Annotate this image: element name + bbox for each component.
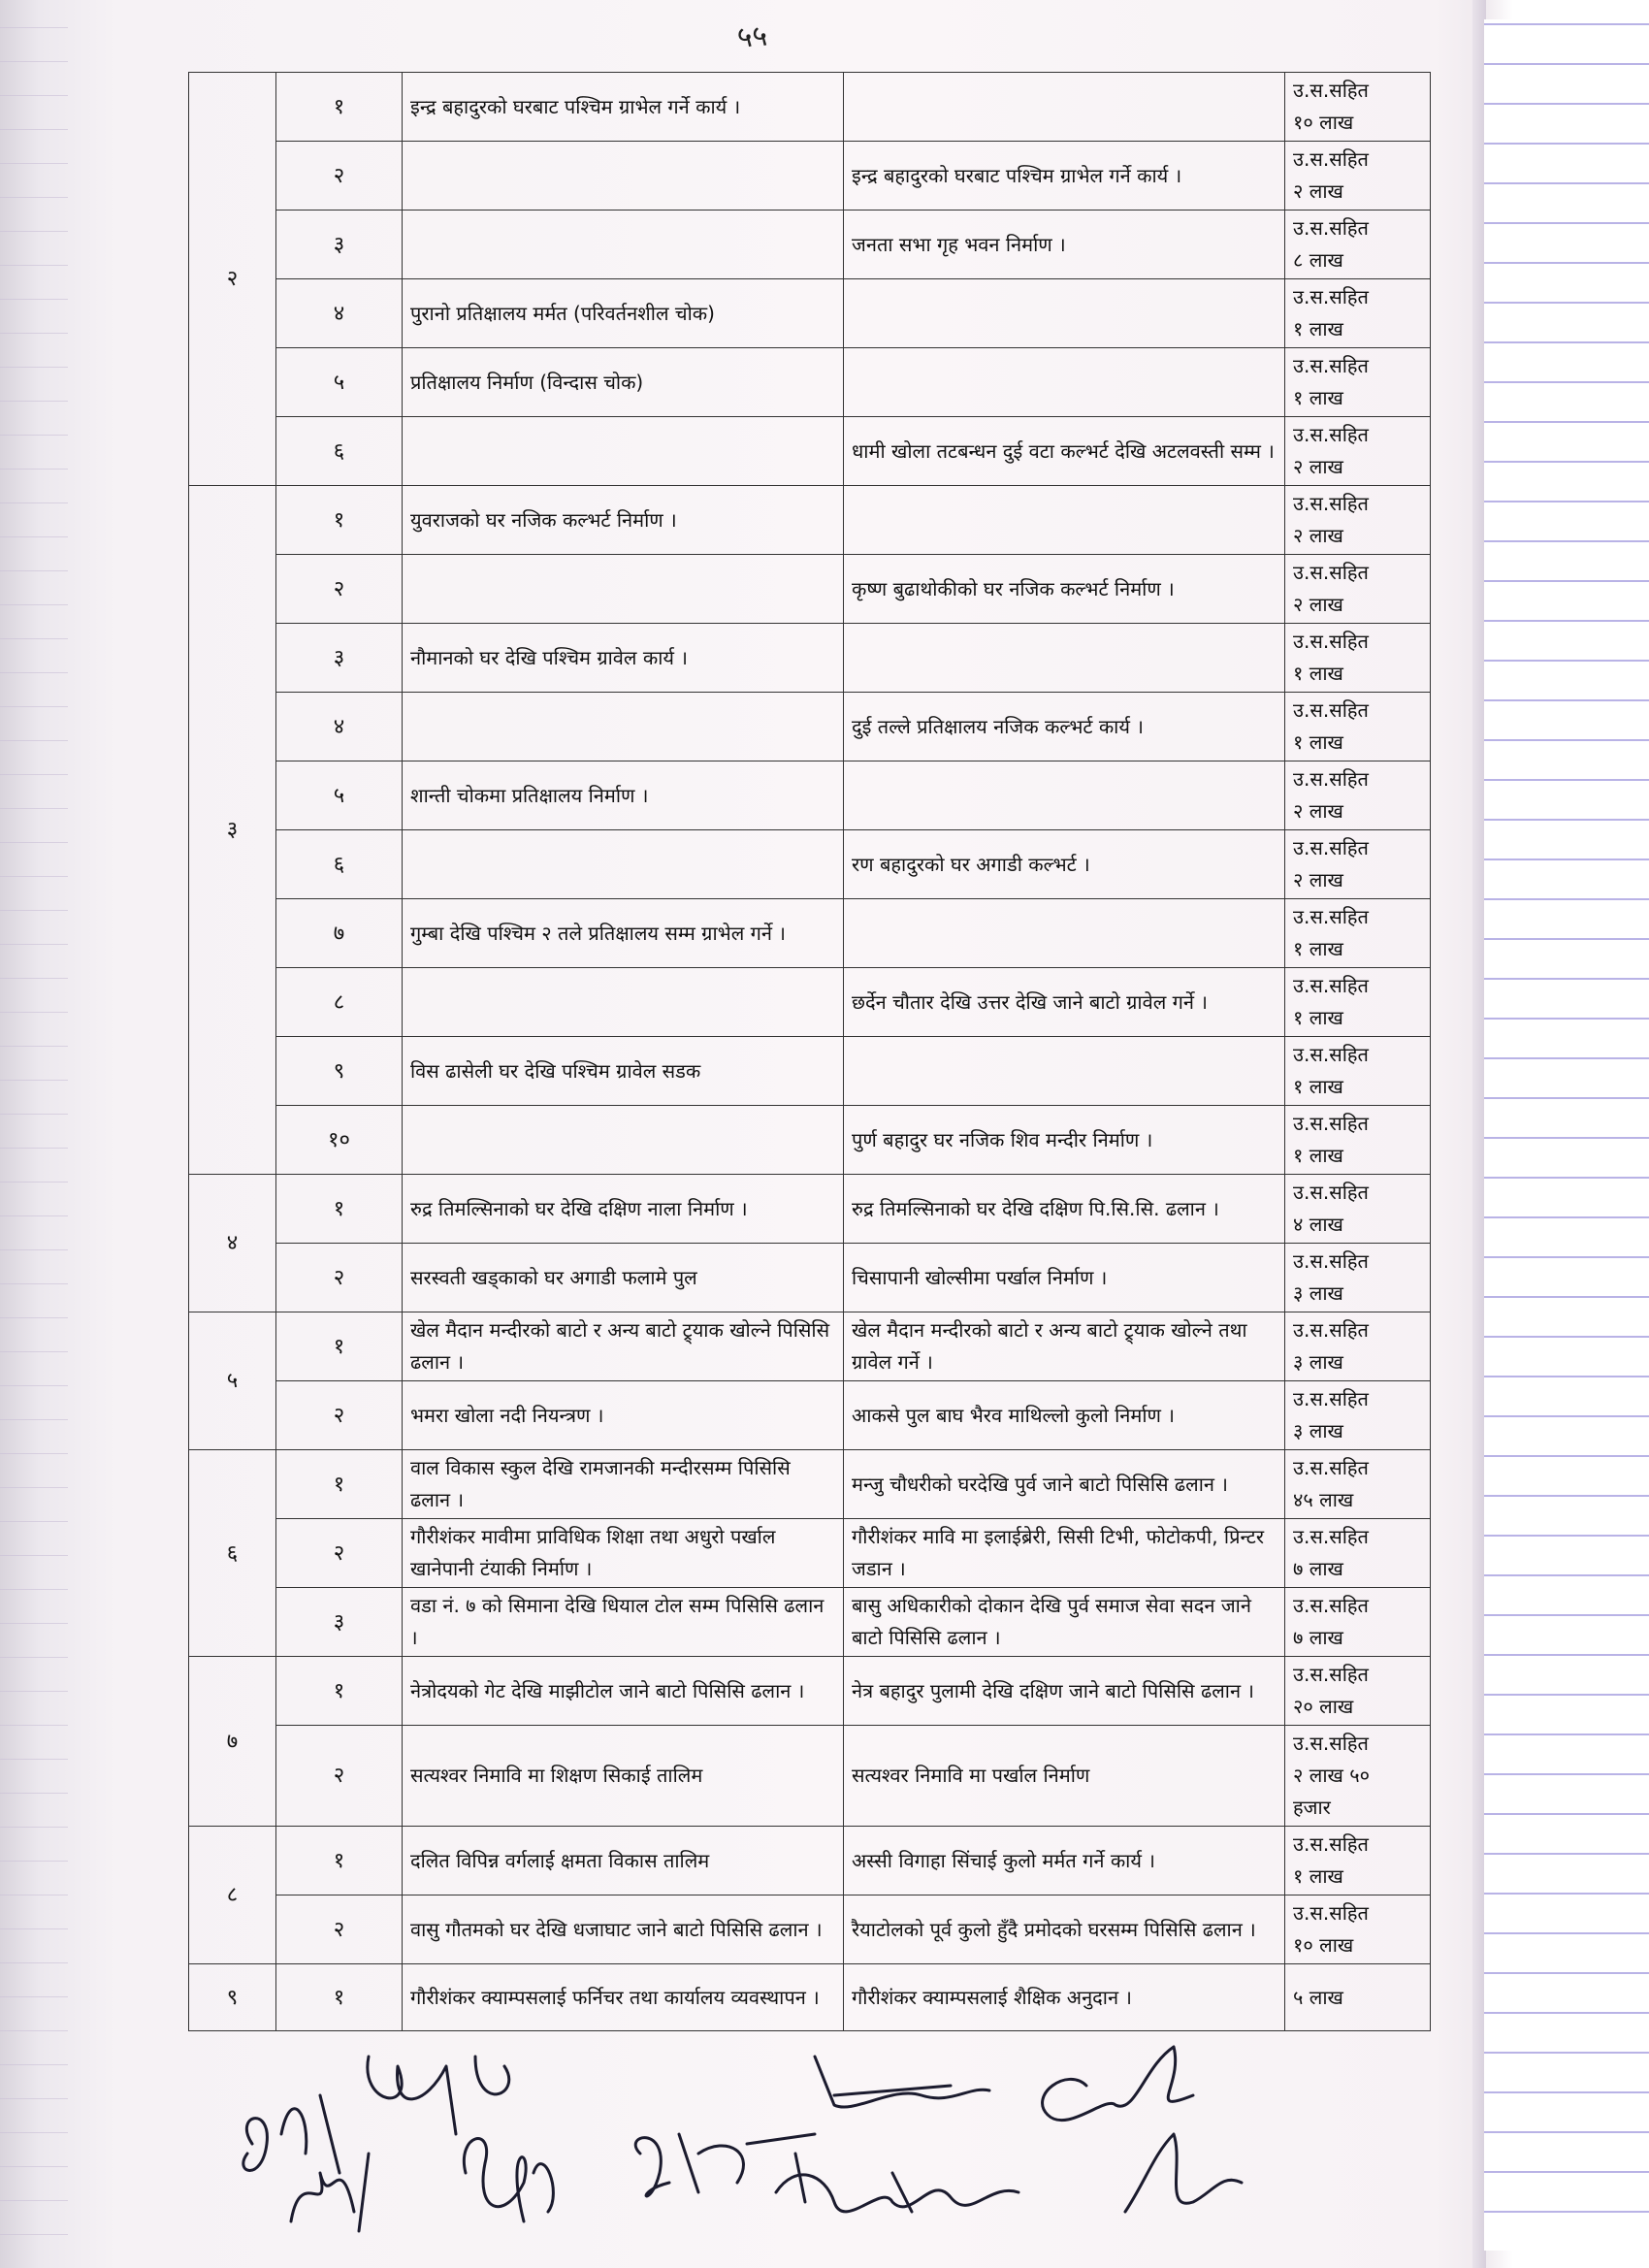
amount-line: उ.स.सहित <box>1293 1456 1369 1479</box>
work-second-priority: धामी खोला तटबन्धन दुई वटा कल्भर्ट देखि अटलवस्ती सम्म । <box>844 417 1285 486</box>
work-first-priority: वाल विकास स्कुल देखि रामजानकी मन्दीरसम्म पिसिसि ढलान । <box>403 1450 844 1519</box>
amount-line: १ लाख <box>1293 662 1343 685</box>
budget-amount <box>1285 1827 1431 1895</box>
table-row <box>189 1895 1431 1964</box>
serial-number: ४ <box>276 693 403 761</box>
work-first-priority: इन्द्र बहादुरको घरबाट पश्चिम ग्राभेल गर्ने कार्य । <box>403 73 844 142</box>
budget-amount <box>1285 1381 1431 1450</box>
work-first-priority: युवराजको घर नजिक कल्भर्ट निर्माण । <box>403 486 844 555</box>
budget-amount <box>1285 1895 1431 1964</box>
work-first-priority: वासु गौतमको घर देखि धजाघाट जाने बाटो पिसिसि ढलान । <box>403 1895 844 1964</box>
amount-line: २ लाख <box>1293 524 1343 547</box>
work-second-priority: रैयाटोलको पूर्व कुलो हुँदै प्रमोदको घरसम्म पिसिसि ढलान । <box>844 1895 1285 1964</box>
work-first-priority: दलित विपिन्न वर्गलाई क्षमता विकास तालिम <box>403 1827 844 1895</box>
work-first-priority <box>403 1106 844 1175</box>
amount-line: २ लाख <box>1293 179 1343 203</box>
serial-number: २ <box>276 1244 403 1312</box>
serial-number: १ <box>276 1964 403 2031</box>
serial-number: १ <box>276 1175 403 1244</box>
serial-number: १ <box>276 1450 403 1519</box>
ward-number: ७ <box>189 1657 276 1827</box>
budget-amount <box>1285 1244 1431 1312</box>
work-first-priority: गुम्बा देखि पश्चिम २ तले प्रतिक्षालय सम्म ग्राभेल गर्ने । <box>403 899 844 968</box>
amount-line: ८ लाख <box>1293 248 1343 272</box>
budget-amount <box>1285 1037 1431 1106</box>
amount-line: उ.स.सहित <box>1293 1594 1369 1617</box>
amount-line: ३ लाख <box>1293 1281 1343 1305</box>
table-row <box>189 142 1431 211</box>
amount-line: उ.स.सहित <box>1293 1732 1369 1755</box>
work-first-priority: वडा नं. ७ को सिमाना देखि धियाल टोल सम्म पिसिसि ढलान । <box>403 1588 844 1657</box>
budget-amount <box>1285 1726 1431 1827</box>
signature-4 <box>635 2134 815 2202</box>
ward-number: ३ <box>189 486 276 1175</box>
amount-line: १ लाख <box>1293 386 1343 409</box>
amount-line: उ.स.सहित <box>1293 1663 1369 1686</box>
serial-number: २ <box>276 142 403 211</box>
serial-number: ७ <box>276 899 403 968</box>
budget-amount <box>1285 693 1431 761</box>
amount-line: २ लाख <box>1293 593 1343 616</box>
work-first-priority: सत्यश्वर निमावि मा शिक्षण सिकाई तालिम <box>403 1726 844 1827</box>
handwritten-signatures <box>213 2027 1377 2251</box>
amount-line: उ.स.सहित <box>1293 630 1369 653</box>
amount-line: ७ लाख <box>1293 1626 1343 1649</box>
amount-line: १ लाख <box>1293 937 1343 960</box>
amount-line: २ लाख ५० <box>1293 1764 1371 1787</box>
work-second-priority <box>844 761 1285 830</box>
work-second-priority: पुर्ण बहादुर घर नजिक शिव मन्दीर निर्माण । <box>844 1106 1285 1175</box>
budget-amount <box>1285 830 1431 899</box>
work-first-priority: प्रतिक्षालय निर्माण (विन्दास चोक) <box>403 348 844 417</box>
work-second-priority: जनता सभा गृह भवन निर्माण । <box>844 211 1285 279</box>
amount-line: हजार <box>1293 1796 1331 1819</box>
work-second-priority <box>844 279 1285 348</box>
table-row <box>189 1726 1431 1827</box>
serial-number: १ <box>276 486 403 555</box>
amount-line: उ.स.सहित <box>1293 905 1369 928</box>
amount-line: उ.स.सहित <box>1293 1318 1369 1342</box>
work-first-priority <box>403 417 844 486</box>
work-first-priority <box>403 211 844 279</box>
amount-line: १ लाख <box>1293 1006 1343 1029</box>
budget-amount <box>1285 1657 1431 1726</box>
work-first-priority: खेल मैदान मन्दीरको बाटो र अन्य बाटो ट्र्याक खोल्ने पिसिसि ढलान । <box>403 1312 844 1381</box>
signature-6 <box>776 2173 1018 2212</box>
table-row <box>189 279 1431 348</box>
work-second-priority: चिसापानी खोल्सीमा पर्खाल निर्माण । <box>844 1244 1285 1312</box>
table-row <box>189 486 1431 555</box>
work-second-priority: इन्द्र बहादुरको घरबाट पश्चिम ग्राभेल गर्ने कार्य । <box>844 142 1285 211</box>
works-table <box>188 72 1431 2031</box>
work-second-priority: गौरीशंकर क्याम्पसलाई शैक्षिक अनुदान । <box>844 1964 1285 2031</box>
serial-number: १ <box>276 1827 403 1895</box>
work-second-priority: गौरीशंकर मावि मा इलाईब्रेरी, सिसी टिभी, फोटोकपी, प्रिन्टर जडान । <box>844 1519 1285 1588</box>
amount-line: उ.स.सहित <box>1293 1901 1369 1925</box>
work-first-priority <box>403 555 844 624</box>
work-second-priority: सत्यश्वर निमावि मा पर्खाल निर्माण <box>844 1726 1285 1827</box>
work-second-priority: आकसे पुल बाघ भैरव माथिल्लो कुलो निर्माण । <box>844 1381 1285 1450</box>
serial-number: ५ <box>276 761 403 830</box>
amount-line: उ.स.सहित <box>1293 836 1369 859</box>
budget-amount <box>1285 142 1431 211</box>
work-first-priority: रुद्र तिमल्सिनाको घर देखि दक्षिण नाला निर्माण । <box>403 1175 844 1244</box>
work-first-priority: नौमानको घर देखि पश्चिम ग्रावेल कार्य । <box>403 624 844 693</box>
signature-1 <box>243 2057 509 2173</box>
budget-amount <box>1285 555 1431 624</box>
work-second-priority <box>844 624 1285 693</box>
work-first-priority: शान्ती चोकमा प्रतिक्षालय निर्माण । <box>403 761 844 830</box>
amount-line: १ लाख <box>1293 1144 1343 1167</box>
table-row <box>189 1106 1431 1175</box>
serial-number: ६ <box>276 417 403 486</box>
table-row <box>189 624 1431 693</box>
table-row <box>189 1312 1431 1381</box>
table-row <box>189 348 1431 417</box>
budget-amount <box>1285 968 1431 1037</box>
work-second-priority: नेत्र बहादुर पुलामी देखि दक्षिण जाने बाटो पिसिसि ढलान । <box>844 1657 1285 1726</box>
amount-line: १० लाख <box>1293 1933 1354 1957</box>
table-row <box>189 899 1431 968</box>
table-row <box>189 761 1431 830</box>
amount-line: उ.स.सहित <box>1293 79 1369 102</box>
amount-line: २ लाख <box>1293 455 1343 478</box>
serial-number: १ <box>276 1657 403 1726</box>
work-first-priority <box>403 142 844 211</box>
work-first-priority: विस ढासेली घर देखि पश्चिम ग्रावेल सडक <box>403 1037 844 1106</box>
serial-number: २ <box>276 1726 403 1827</box>
work-second-priority: रुद्र तिमल्सिनाको घर देखि दक्षिण पि.सि.सि. ढलान । <box>844 1175 1285 1244</box>
signature-8 <box>1125 2134 1242 2212</box>
budget-amount <box>1285 486 1431 555</box>
amount-line: २ लाख <box>1293 868 1343 891</box>
amount-line: उ.स.सहित <box>1293 354 1369 377</box>
serial-number: २ <box>276 1381 403 1450</box>
serial-number: ३ <box>276 624 403 693</box>
serial-number: ६ <box>276 830 403 899</box>
work-first-priority: सरस्वती खड्काको घर अगाडी फलामे पुल <box>403 1244 844 1312</box>
serial-number: ९ <box>276 1037 403 1106</box>
amount-line: उ.स.सहित <box>1293 285 1369 308</box>
ward-number: ६ <box>189 1450 276 1657</box>
work-second-priority <box>844 486 1285 555</box>
serial-number: ८ <box>276 968 403 1037</box>
serial-number: १ <box>276 73 403 142</box>
serial-number: १० <box>276 1106 403 1175</box>
budget-amount <box>1285 1964 1431 2031</box>
amount-line: उ.स.सहित <box>1293 1387 1369 1410</box>
work-first-priority: भमरा खोला नदी नियन्त्रण । <box>403 1381 844 1450</box>
work-first-priority <box>403 830 844 899</box>
work-second-priority: कृष्ण बुढाथोकीको घर नजिक कल्भर्ट निर्माण । <box>844 555 1285 624</box>
serial-number: २ <box>276 1895 403 1964</box>
amount-line: उ.स.सहित <box>1293 1181 1369 1204</box>
work-second-priority <box>844 73 1285 142</box>
amount-line: १० लाख <box>1293 111 1354 134</box>
budget-amount <box>1285 899 1431 968</box>
amount-line: उ.स.सहित <box>1293 1043 1369 1066</box>
amount-line: ३ लाख <box>1293 1419 1343 1442</box>
amount-line: ४५ लाख <box>1293 1488 1354 1511</box>
table-row <box>189 73 1431 142</box>
work-second-priority <box>844 899 1285 968</box>
budget-amount <box>1285 1106 1431 1175</box>
amount-line: उ.स.सहित <box>1293 1525 1369 1548</box>
budget-amount <box>1285 761 1431 830</box>
amount-line: १ लाख <box>1293 1075 1343 1098</box>
ward-number: ४ <box>189 1175 276 1312</box>
budget-amount <box>1285 211 1431 279</box>
amount-line: उ.स.सहित <box>1293 1112 1369 1135</box>
budget-amount <box>1285 279 1431 348</box>
budget-amount <box>1285 1175 1431 1244</box>
table-row <box>189 417 1431 486</box>
work-second-priority <box>844 348 1285 417</box>
amount-line: उ.स.सहित <box>1293 216 1369 240</box>
signature-5 <box>815 2057 989 2107</box>
serial-number: २ <box>276 1519 403 1588</box>
table-row <box>189 211 1431 279</box>
work-first-priority: नेत्रोदयको गेट देखि माझीटोल जाने बाटो पिसिसि ढलान । <box>403 1657 844 1726</box>
budget-amount <box>1285 624 1431 693</box>
serial-number: ३ <box>276 1588 403 1657</box>
serial-number: २ <box>276 555 403 624</box>
work-first-priority <box>403 693 844 761</box>
budget-amount <box>1285 348 1431 417</box>
table-row <box>189 1588 1431 1657</box>
work-first-priority: गौरीशंकर मावीमा प्राविधिक शिक्षा तथा अधुरो पर्खाल खानेपानी टंयाकी निर्माण । <box>403 1519 844 1588</box>
amount-line: उ.स.सहित <box>1293 698 1369 722</box>
work-second-priority <box>844 1037 1285 1106</box>
work-second-priority: मन्जु चौधरीको घरदेखि पुर्व जाने बाटो पिसिसि ढलान । <box>844 1450 1285 1519</box>
work-second-priority: दुई तल्ले प्रतिक्षालय नजिक कल्भर्ट कार्य । <box>844 693 1285 761</box>
table-row <box>189 830 1431 899</box>
amount-line: उ.स.सहित <box>1293 1249 1369 1273</box>
serial-number: ५ <box>276 348 403 417</box>
amount-line: २० लाख <box>1293 1695 1354 1718</box>
signatures-area <box>213 2027 1377 2251</box>
work-second-priority: खेल मैदान मन्दीरको बाटो र अन्य बाटो ट्र्याक खोल्ने तथा ग्रावेल गर्ने । <box>844 1312 1285 1381</box>
amount-line: १ लाख <box>1293 730 1343 754</box>
work-second-priority: बासु अधिकारीको दोकान देखि पुर्व समाज सेवा सदन जाने बाटो पिसिसि ढलान । <box>844 1588 1285 1657</box>
amount-line: उ.स.सहित <box>1293 974 1369 997</box>
table-row <box>189 1827 1431 1895</box>
ward-number: २ <box>189 73 276 486</box>
amount-line: १ लाख <box>1293 317 1343 340</box>
work-first-priority <box>403 968 844 1037</box>
signature-2 <box>291 2154 369 2231</box>
budget-amount <box>1285 1450 1431 1519</box>
work-second-priority: छर्देन चौतार देखि उत्तर देखि जाने बाटो ग्रावेल गर्ने । <box>844 968 1285 1037</box>
table-row <box>189 693 1431 761</box>
budget-amount <box>1285 417 1431 486</box>
amount-line: उ.स.सहित <box>1293 423 1369 446</box>
budget-amount <box>1285 1588 1431 1657</box>
work-second-priority: अस्सी विगाहा सिंचाई कुलो मर्मत गर्ने कार्य । <box>844 1827 1285 1895</box>
amount-line: ४ लाख <box>1293 1213 1343 1236</box>
amount-line: उ.स.सहित <box>1293 1832 1369 1856</box>
work-first-priority: पुरानो प्रतिक्षालय मर्मत (परिवर्तनशील चोक) <box>403 279 844 348</box>
table-row <box>189 1175 1431 1244</box>
page-number-mark: ५५ <box>735 18 769 55</box>
works-table-body <box>189 73 1431 2031</box>
table-row <box>189 1037 1431 1106</box>
signature-3 <box>464 2139 553 2221</box>
ward-number: ५ <box>189 1312 276 1450</box>
table-row <box>189 1244 1431 1312</box>
table-row <box>189 1519 1431 1588</box>
table-row <box>189 1657 1431 1726</box>
table-row <box>189 555 1431 624</box>
ward-number: ८ <box>189 1827 276 1964</box>
amount-line: ७ लाख <box>1293 1557 1343 1580</box>
signature-7 <box>1043 2047 1193 2121</box>
table-row <box>189 1381 1431 1450</box>
budget-amount <box>1285 1519 1431 1588</box>
budget-amount <box>1285 1312 1431 1381</box>
amount-line: उ.स.सहित <box>1293 561 1369 584</box>
amount-line: २ लाख <box>1293 799 1343 823</box>
budget-amount <box>1285 73 1431 142</box>
serial-number: ४ <box>276 279 403 348</box>
amount-line: उ.स.सहित <box>1293 147 1369 171</box>
ward-number: ९ <box>189 1964 276 2031</box>
amount-line: उ.स.सहित <box>1293 767 1369 791</box>
amount-line: उ.स.सहित <box>1293 492 1369 515</box>
table-row <box>189 968 1431 1037</box>
serial-number: ३ <box>276 211 403 279</box>
table-row <box>189 1964 1431 2031</box>
amount-line: ५ लाख <box>1293 1985 1343 2009</box>
table-row <box>189 1450 1431 1519</box>
left-margin-ruling <box>0 0 68 2268</box>
work-second-priority: रण बहादुरको घर अगाडी कल्भर्ट । <box>844 830 1285 899</box>
amount-line: ३ लाख <box>1293 1350 1343 1374</box>
amount-line: १ लाख <box>1293 1864 1343 1888</box>
work-first-priority: गौरीशंकर क्याम्पसलाई फर्निचर तथा कार्यालय व्यवस्थापन । <box>403 1964 844 2031</box>
serial-number: १ <box>276 1312 403 1381</box>
next-page-ruling <box>1484 19 1649 2251</box>
